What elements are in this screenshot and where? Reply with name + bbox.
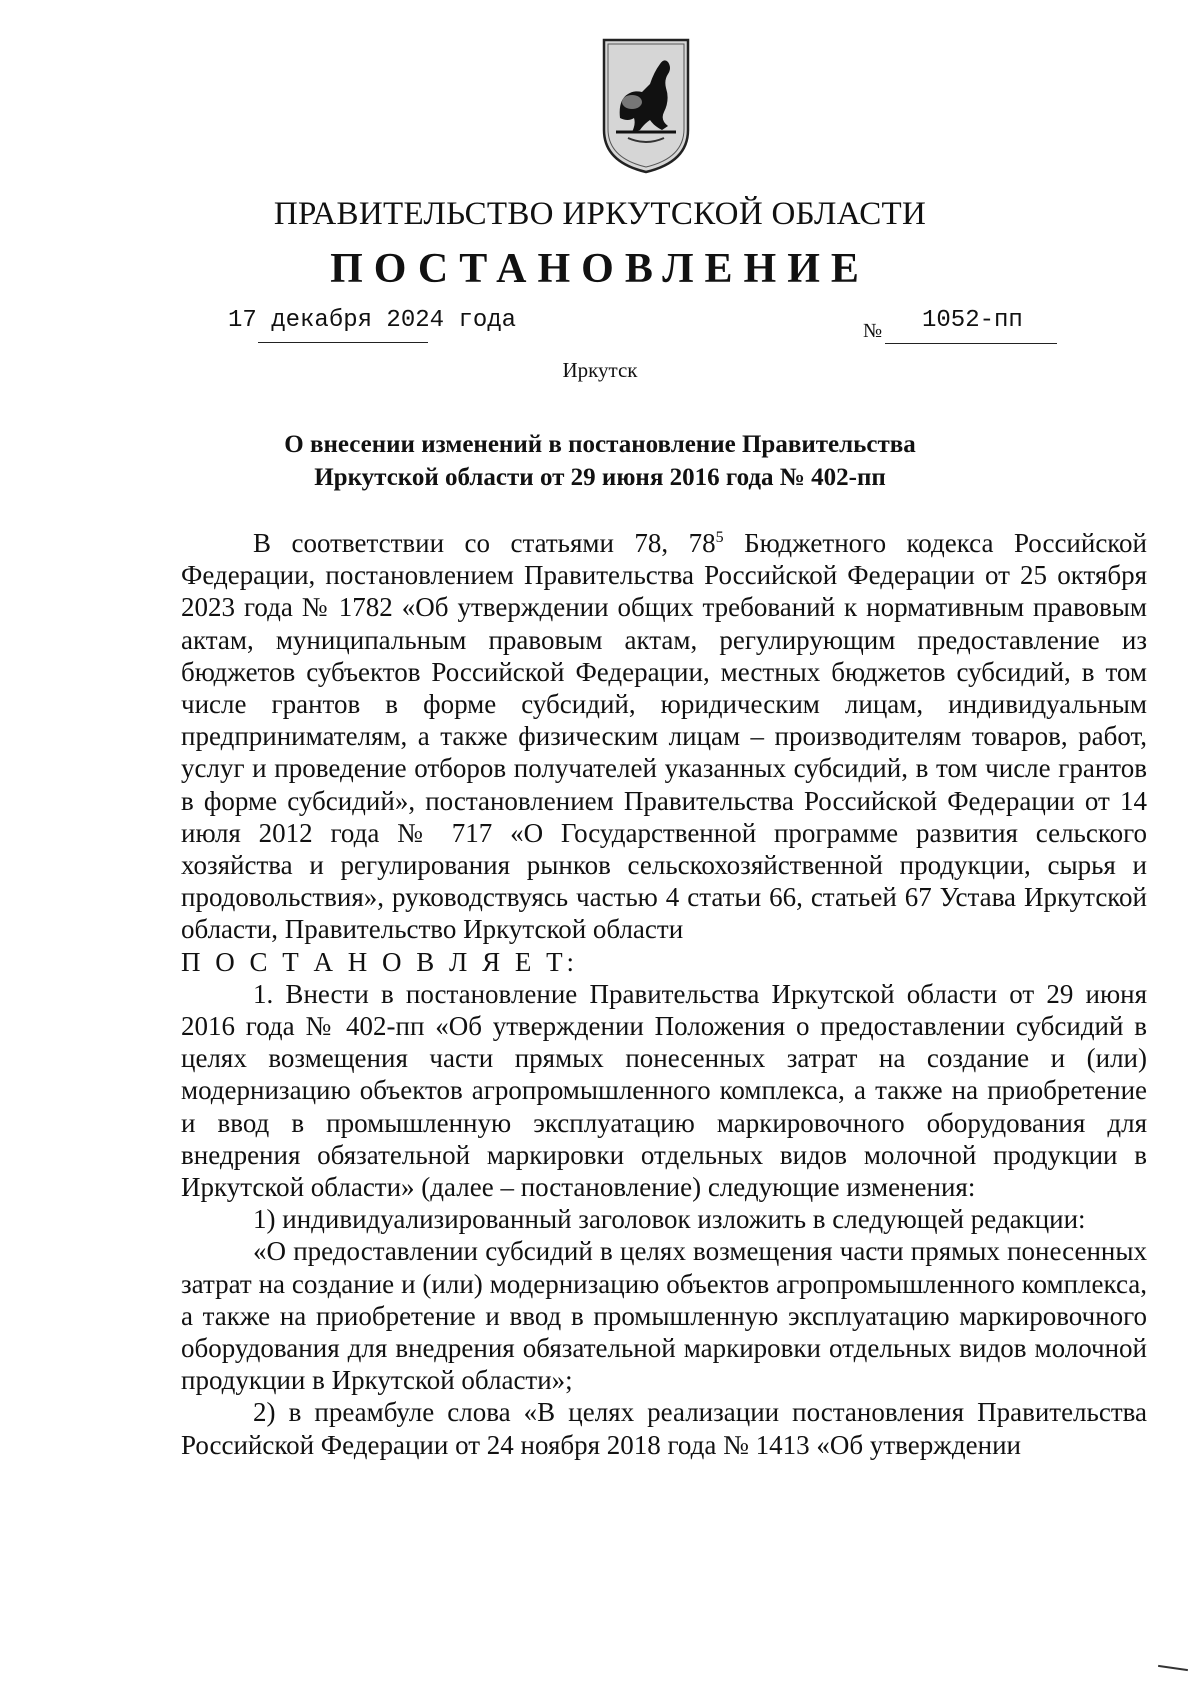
document-title bbox=[200, 428, 1000, 494]
number-underline bbox=[885, 343, 1057, 344]
preamble-text-end: Бюджетного кодекса Российской Федерации, постановлением Правительства Российской Федерации от 25 октября 2023 года № 1782 «Об утверждении общих требований к нормативным правовым актам, муниципальным правовым актам, регулирующим предоставление из бюджетов субъектов Российской Федерации, местных бюджетов субсидий, в том числе грантов в форме субсидий, юридическим лицам, индивидуальным предпринимателям, а также физическим лицам – производителям товаров, работ, услуг и проведение отборов получателей указанных субсидий, в том числе грантов в форме субсидий», постановлением Правительства Российской Федерации от 14 июля 2012 года № 717 «О Государственной программе развития сельского хозяйства и регулирования рынков сельскохозяйственной продукции, сырья и продовольствия», руководствуясь частью 4 статьи 66, статьей 67 Устава Иркутской области, Правительство Иркутской области bbox=[181, 528, 1147, 945]
resolves-heading: П О С Т А Н О В Л Я Е Т: bbox=[181, 946, 579, 977]
scan-edge-mark bbox=[1158, 1665, 1188, 1671]
paragraph-item-1: 1. Внести в постановление Правительства Иркутской области от 29 июня 2016 года № 402-пп «Об утверждении Положения о предоставлении субсидий в целях возмещения части прямых понесенных затрат на создание и (или) модернизацию объектов агропромышленного комплекса, а также на приобретение и ввод в промышленную эксплуатацию маркировочного оборудования для внедрения обязательной маркировки отдельных видов молочной продукции в Иркутской области» (далее – постановление) следующие изменения: bbox=[181, 978, 1147, 1203]
decree-number: 1052-пп bbox=[922, 307, 1023, 334]
date-underline bbox=[258, 342, 428, 343]
document-body bbox=[181, 522, 1147, 1461]
document-type: ПОСТАНОВЛЕНИЕ bbox=[330, 246, 870, 292]
title-line-2: Иркутской области от 29 июня 2016 года № 402-пп bbox=[314, 464, 886, 491]
preamble-text-start: В соответствии со статьями 78, 78 bbox=[253, 528, 716, 558]
paragraph-new-title: «О предоставлении субсидий в целях возмещения части прямых понесенных затрат на создание и (или) модернизацию объектов агропромышленного комплекса, а также на приобретение и ввод в промышленную эксплуатацию маркировочного оборудования для внедрения обязательной маркировки отдельных видов молочной продукции в Иркутской области»; bbox=[181, 1236, 1147, 1396]
decree-date: 17 декабря 2024 года bbox=[228, 307, 517, 334]
paragraph-subitem-1: 1) индивидуализированный заголовок изложить в следующей редакции: bbox=[253, 1204, 1086, 1235]
paragraph-subitem-2: 2) в преамбуле слова «В целях реализации постановления Правительства Российской Федерации от 24 ноября 2018 года № 1413 «Об утверждении bbox=[181, 1397, 1147, 1460]
preamble-paragraph bbox=[181, 522, 1147, 946]
government-name: ПРАВИТЕЛЬСТВО ИРКУТСКОЙ ОБЛАСТИ bbox=[273, 196, 927, 232]
article-superscript: 5 bbox=[715, 529, 724, 546]
title-line-1: О внесении изменений в постановление Правительства bbox=[284, 431, 916, 458]
city: Иркутск bbox=[562, 358, 638, 382]
number-sign: № bbox=[863, 320, 883, 342]
irkutsk-coat-of-arms-icon bbox=[598, 34, 694, 176]
